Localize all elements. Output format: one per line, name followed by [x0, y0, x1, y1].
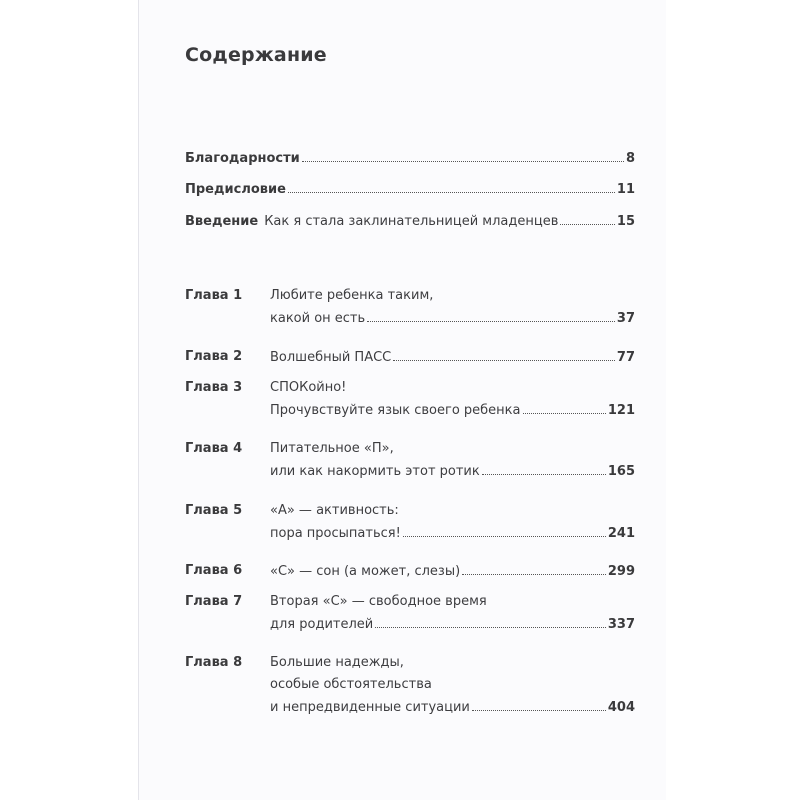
leader-dots — [482, 460, 606, 475]
book-page — [138, 0, 666, 800]
chapter-title-line — [270, 399, 635, 421]
chapter-label: Глава 4 — [185, 441, 243, 456]
chapter-title-text: для родителей — [270, 617, 374, 632]
chapter-title-line — [270, 460, 635, 482]
chapter-label: Глава 8 — [185, 655, 243, 670]
chapter-title — [270, 438, 635, 482]
toc-page-number: 241 — [607, 526, 635, 541]
toc-page-number: 121 — [607, 403, 635, 418]
chapter-title-text: и непредвиденные ситуации — [270, 700, 470, 715]
toc-page-number: 11 — [616, 182, 635, 197]
chapter-title-text: «А» — активность: — [270, 503, 399, 518]
toc-entry-front-matter — [185, 181, 635, 197]
chapter-title-text: какой он есть — [270, 311, 366, 326]
chapter-title-line — [270, 346, 635, 368]
chapter-title-line — [270, 307, 635, 329]
chapter-label: Глава 6 — [185, 563, 243, 578]
chapter-title — [270, 377, 635, 421]
chapter-title — [270, 285, 635, 329]
chapter-title-text: особые обстоятельства — [270, 677, 432, 692]
chapter-label: Глава 7 — [185, 594, 243, 609]
toc-entry-text: Как я стала заклинательницей младенцев — [264, 214, 559, 229]
leader-dots — [302, 150, 624, 162]
chapter-title-line — [270, 652, 635, 674]
toc-page-number: 37 — [616, 311, 635, 326]
chapter-title-text: Вторая «С» — свободное время — [270, 594, 487, 609]
chapter-title-line — [270, 438, 635, 460]
leader-dots — [375, 613, 606, 628]
chapter-title — [270, 591, 635, 635]
toc-entry-label: Введение — [185, 214, 259, 229]
chapter-title-line — [270, 500, 635, 522]
chapter-title-text: Любите ребенка таким, — [270, 288, 434, 303]
leader-dots — [403, 522, 606, 537]
chapter-title-line — [270, 560, 635, 582]
leader-dots — [472, 696, 606, 711]
toc-page-number: 404 — [607, 700, 635, 715]
toc-entry-label: Предисловие — [185, 182, 286, 197]
chapter-title-line — [270, 285, 635, 307]
chapter-title-text: Прочувствуйте язык своего ребенка — [270, 403, 521, 418]
chapter-title-text: «С» — сон (а может, слезы) — [270, 564, 461, 579]
toc-entry-front-matter — [185, 150, 635, 166]
chapter-title-text: или как накормить этот ротик — [270, 464, 480, 479]
chapter-title — [270, 346, 635, 368]
chapter-title-line — [270, 377, 635, 399]
chapter-title-line — [270, 696, 635, 718]
chapter-label: Глава 1 — [185, 288, 243, 303]
leader-dots — [367, 307, 615, 322]
chapter-title — [270, 652, 635, 718]
toc-page-number: 337 — [607, 617, 635, 632]
chapter-title-text: Волшебный ПАСС — [270, 350, 392, 365]
chapter-title-text: СПОКойно! — [270, 380, 347, 395]
chapter-label: Глава 3 — [185, 380, 243, 395]
toc-entry-front-matter — [185, 213, 635, 229]
chapter-title-line — [270, 613, 635, 635]
chapter-title-line — [270, 522, 635, 544]
toc-page-number: 299 — [607, 564, 635, 579]
leader-dots — [393, 346, 615, 361]
leader-dots — [560, 213, 615, 225]
toc-page-number: 8 — [625, 151, 635, 166]
chapter-title-line — [270, 591, 635, 613]
leader-dots — [462, 560, 606, 575]
toc-page-number: 77 — [616, 350, 635, 365]
chapter-title-line — [270, 674, 635, 696]
leader-dots — [523, 399, 606, 414]
chapter-title-text: Большие надежды, — [270, 655, 404, 670]
chapter-title-text: пора просыпаться! — [270, 526, 401, 541]
chapter-label: Глава 5 — [185, 503, 243, 518]
page-title: Содержание — [185, 44, 327, 66]
toc-page-number: 165 — [607, 464, 635, 479]
chapter-label: Глава 2 — [185, 349, 243, 364]
chapter-title-text: Питательное «П», — [270, 441, 394, 456]
toc-entry-label: Благодарности — [185, 151, 300, 166]
chapter-title — [270, 560, 635, 582]
leader-dots — [288, 181, 615, 193]
chapter-title — [270, 500, 635, 544]
toc-page-number: 15 — [616, 214, 635, 229]
